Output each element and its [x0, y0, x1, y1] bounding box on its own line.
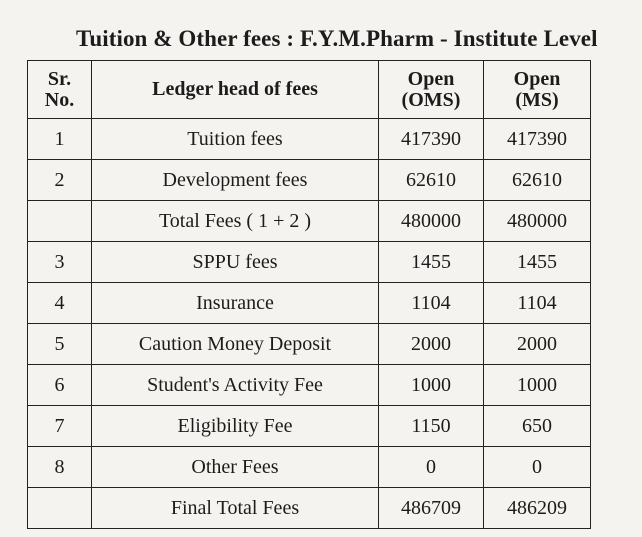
fees-table [27, 60, 591, 529]
sr-no-cell: 4 [28, 283, 92, 324]
oms-amount-cell: 417390 [379, 119, 484, 160]
header-oms-line2: (OMS) [401, 88, 461, 111]
fees-table-body [28, 119, 591, 529]
ms-amount-cell: 417390 [484, 119, 591, 160]
header-sr-line2: No. [44, 88, 75, 111]
sr-no-cell: 3 [28, 242, 92, 283]
ms-amount-cell: 650 [484, 406, 591, 447]
ms-amount-cell: 62610 [484, 160, 591, 201]
oms-amount-cell: 1000 [379, 365, 484, 406]
header-ms-line1: Open [513, 67, 561, 90]
page-title: Tuition & Other fees : F.Y.M.Pharm - Institute Level [76, 26, 598, 51]
table-row [28, 406, 591, 447]
sr-no-cell: 1 [28, 119, 92, 160]
table-row [28, 283, 591, 324]
ledger-head-cell: Final Total Fees [92, 488, 379, 529]
oms-amount-cell: 0 [379, 447, 484, 488]
ledger-head-cell: Total Fees ( 1 + 2 ) [92, 201, 379, 242]
header-oms-line1: Open [407, 67, 455, 90]
oms-amount-cell: 1455 [379, 242, 484, 283]
ms-amount-cell: 1455 [484, 242, 591, 283]
ledger-head-cell: Student's Activity Fee [92, 365, 379, 406]
ms-amount-cell: 480000 [484, 201, 591, 242]
table-header-row [28, 61, 591, 119]
ms-amount-cell: 2000 [484, 324, 591, 365]
header-sr-no [28, 61, 92, 119]
oms-amount-cell: 486709 [379, 488, 484, 529]
table-row [28, 160, 591, 201]
sr-no-cell: 8 [28, 447, 92, 488]
sr-no-cell: 7 [28, 406, 92, 447]
header-ledger-label: Ledger head of fees [152, 78, 318, 100]
sr-no-cell: 5 [28, 324, 92, 365]
ledger-head-cell: Insurance [92, 283, 379, 324]
header-sr-line1: Sr. [47, 67, 72, 90]
table-row [28, 365, 591, 406]
header-ledger-head [92, 61, 379, 119]
table-row [28, 242, 591, 283]
ledger-head-cell: Tuition fees [92, 119, 379, 160]
total-row [28, 201, 591, 242]
ms-amount-cell: 486209 [484, 488, 591, 529]
oms-amount-cell: 480000 [379, 201, 484, 242]
header-open-oms [379, 61, 484, 119]
oms-amount-cell: 62610 [379, 160, 484, 201]
table-row [28, 447, 591, 488]
sr-no-cell: 2 [28, 160, 92, 201]
ms-amount-cell: 1104 [484, 283, 591, 324]
ledger-head-cell: Other Fees [92, 447, 379, 488]
total-row [28, 488, 591, 529]
ledger-head-cell: SPPU fees [92, 242, 379, 283]
ledger-head-cell: Caution Money Deposit [92, 324, 379, 365]
ledger-head-cell: Development fees [92, 160, 379, 201]
ledger-head-cell: Eligibility Fee [92, 406, 379, 447]
sr-no-cell [28, 488, 92, 529]
oms-amount-cell: 2000 [379, 324, 484, 365]
sr-no-cell: 6 [28, 365, 92, 406]
sr-no-cell [28, 201, 92, 242]
table-row [28, 119, 591, 160]
header-ms-line2: (MS) [515, 88, 559, 111]
oms-amount-cell: 1104 [379, 283, 484, 324]
table-row [28, 324, 591, 365]
ms-amount-cell: 0 [484, 447, 591, 488]
ms-amount-cell: 1000 [484, 365, 591, 406]
header-open-ms [484, 61, 591, 119]
oms-amount-cell: 1150 [379, 406, 484, 447]
